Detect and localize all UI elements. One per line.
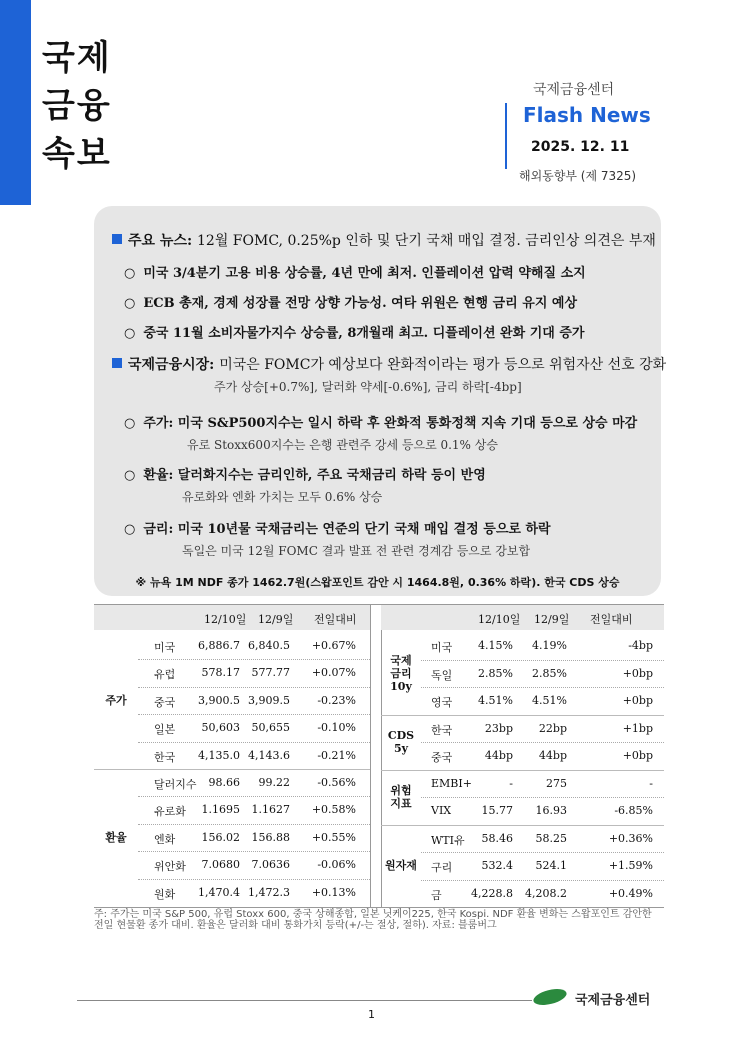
- stocks-summary: ○ 주가: 미국 S&P500지수는 일시 하락 후 완화적 통화정책 지속 기대 등으로 상승 마감: [124, 416, 638, 431]
- group-separator: [381, 715, 664, 716]
- row-separator: [421, 742, 664, 743]
- value-previous: 1,472.3: [248, 885, 290, 899]
- group-label: 주가: [105, 694, 127, 707]
- value-current: 4.51%: [478, 694, 513, 707]
- news-item: ○ 미국 3/4분기 고용 비용 상승률, 4년 만에 최저. 인플레이션 압력 약해질 소지: [124, 266, 586, 281]
- value-current: -: [509, 776, 513, 790]
- main-news: 주요 뉴스: 12월 FOMC, 0.25%p 인하 및 단기 국채 매입 결정. 금리인상 의견은 부재: [112, 230, 656, 250]
- value-change: +0bp: [622, 694, 653, 707]
- summary-box: [94, 206, 667, 596]
- group-label: [381, 632, 421, 715]
- row-name: 독일: [431, 668, 453, 682]
- value-previous: 4.19%: [532, 639, 567, 652]
- column-header: 전일대비: [590, 613, 633, 626]
- circle-bullet-icon: ○: [124, 326, 136, 341]
- value-previous: 22bp: [538, 721, 567, 735]
- group-separator: [381, 770, 664, 771]
- row-name: 한국: [431, 723, 453, 737]
- value-change: +0bp: [622, 666, 653, 680]
- circle-bullet-icon: ○: [124, 296, 136, 311]
- value-previous: 577.77: [251, 666, 290, 680]
- value-previous: 50,655: [251, 721, 290, 735]
- value-current: 7.0680: [201, 858, 240, 872]
- row-separator: [421, 687, 664, 688]
- value-current: 98.66: [208, 776, 240, 789]
- page-title: 국제 금융 속보: [42, 38, 112, 174]
- group-label-line: 5y: [393, 742, 409, 755]
- column-header: 12/9일: [258, 613, 294, 626]
- value-previous: 3,909.5: [248, 693, 290, 707]
- value-current: 23bp: [484, 721, 513, 735]
- value-current: 3,900.5: [198, 693, 240, 707]
- group-label: [381, 770, 421, 825]
- value-previous: 2.85%: [532, 666, 567, 680]
- market-table: [94, 604, 664, 908]
- value-change: -0.06%: [317, 858, 356, 872]
- value-current: 50,603: [201, 721, 240, 735]
- value-current: 156.02: [201, 830, 240, 844]
- group-label-line: CDS: [387, 729, 415, 742]
- value-previous: 4,143.6: [248, 748, 290, 762]
- group-label: [381, 715, 421, 770]
- row-separator: [138, 714, 370, 715]
- flash-news-label: Flash News: [523, 103, 651, 127]
- column-header: 12/10일: [478, 613, 521, 626]
- circle-bullet-icon: ○: [124, 468, 136, 483]
- accent-bar: [0, 0, 31, 205]
- value-current: 578.17: [201, 666, 240, 680]
- value-change: -6.85%: [614, 804, 653, 817]
- stocks-detail: 유로 Stoxx600지수는 은행 관련주 강세 등으로 0.1% 상승: [187, 438, 498, 452]
- row-name: 미국: [154, 641, 176, 654]
- value-previous: 4.51%: [532, 694, 567, 707]
- value-change: -4bp: [628, 639, 653, 652]
- news-item: ○ 중국 11월 소비자물가지수 상승률, 8개월래 최고. 디플레이션 완화 기대 증가: [124, 326, 585, 341]
- group-label: 환율: [105, 831, 127, 844]
- value-previous: 7.0636: [251, 858, 290, 872]
- value-current: 1.1695: [201, 803, 240, 817]
- rates-detail: 독일은 미국 12월 FOMC 결과 발표 전 관련 경계감 등으로 강보합: [182, 544, 531, 558]
- table-divider: [370, 605, 371, 907]
- row-separator: [138, 824, 370, 825]
- value-previous: 524.1: [535, 859, 567, 872]
- value-current: 44bp: [484, 749, 513, 762]
- news-item: ○ ECB 총재, 경제 성장률 전망 상향 가능성. 여타 위원은 현행 금리 유지 예상: [124, 296, 578, 311]
- group-label-line: 금리: [390, 666, 412, 680]
- value-change: -0.23%: [317, 693, 356, 707]
- row-name: 엔화: [154, 832, 176, 846]
- square-bullet-icon: [112, 234, 122, 244]
- value-current: 2.85%: [478, 666, 513, 680]
- group-label-line: 지표: [390, 797, 412, 810]
- value-change: -0.10%: [317, 721, 356, 735]
- row-separator: [138, 796, 370, 797]
- value-change: +0.36%: [608, 831, 653, 845]
- rates-summary: ○ 금리: 미국 10년물 국채금리는 연준의 단기 국채 매입 결정 등으로 하락: [124, 522, 551, 537]
- row-name: 달러지수: [154, 778, 197, 791]
- value-current: 1,470.4: [198, 885, 240, 899]
- logo-mark-icon: [532, 986, 568, 1008]
- circle-bullet-icon: ○: [124, 416, 136, 431]
- row-separator: [421, 880, 664, 881]
- market-detail: 주가 상승[+0.7%], 달러화 약세[-0.6%], 금리 하락[-4bp]: [214, 380, 522, 394]
- value-current: 4,228.8: [471, 886, 513, 900]
- value-change: +0.55%: [311, 830, 356, 844]
- value-previous: 6,840.5: [248, 639, 290, 652]
- row-name: 유로화: [154, 805, 186, 819]
- group-label-line: 위험: [390, 784, 412, 797]
- value-change: +0.67%: [311, 639, 356, 652]
- row-name: VIX: [431, 804, 452, 817]
- circle-bullet-icon: ○: [124, 266, 136, 281]
- group-separator: [381, 825, 664, 826]
- value-previous: 156.88: [251, 830, 290, 844]
- row-name: 영국: [431, 696, 453, 709]
- page-number: 1: [368, 1008, 375, 1021]
- row-separator: [138, 687, 370, 688]
- row-separator: [138, 851, 370, 852]
- footer-org: 국제금융센터: [575, 993, 651, 1008]
- row-separator: [138, 659, 370, 660]
- value-change: +1bp: [622, 721, 653, 735]
- value-change: +0.13%: [311, 885, 356, 899]
- value-previous: 275: [546, 776, 567, 790]
- group-label-line: 10y: [390, 679, 412, 693]
- row-separator: [138, 879, 370, 880]
- market-summary: 국제금융시장: 미국은 FOMC가 예상보다 완화적이라는 평가 등으로 위험자산 선호 강화: [112, 354, 666, 374]
- group-label: [381, 825, 421, 908]
- value-change: -: [649, 776, 653, 790]
- square-bullet-icon: [112, 358, 122, 368]
- value-previous: 99.22: [258, 776, 290, 789]
- report-date: 2025. 12. 11: [531, 139, 630, 155]
- group-label-line: 국제: [390, 653, 412, 667]
- row-name: 구리: [431, 861, 453, 874]
- value-previous: 1.1627: [251, 803, 290, 817]
- value-change: +0bp: [622, 749, 653, 762]
- value-previous: 44bp: [538, 749, 567, 762]
- value-current: 532.4: [481, 859, 513, 872]
- value-change: +0.49%: [608, 886, 653, 900]
- row-name: 위안화: [154, 860, 186, 874]
- header-divider: [505, 103, 507, 169]
- table-header-row: [381, 605, 664, 630]
- row-name: WTI유: [431, 833, 465, 847]
- row-name: 미국: [431, 641, 453, 654]
- value-current: 6,886.7: [198, 639, 240, 652]
- row-separator: [421, 852, 664, 853]
- row-name: 유럽: [154, 668, 176, 682]
- row-separator: [138, 742, 370, 743]
- value-change: -0.56%: [317, 776, 356, 789]
- value-change: +0.07%: [311, 666, 356, 680]
- row-name: 원화: [154, 887, 176, 901]
- row-name: 일본: [154, 723, 176, 737]
- footnote: 주: 주가는 미국 S&P 500, 유럽 Stoxx 600, 중국 상해종합, 일본 닛케이225, 한국 Kospi. NDF 환율 변화는 스왑포인트 감안한 전일 현물환 종가 대비. 환율은 달러화 대비 통화가치 등락(+/-는 절상, 절하). 자료: 블룸버그: [94, 909, 652, 931]
- value-change: +1.59%: [608, 859, 653, 872]
- value-change: -0.21%: [317, 748, 356, 762]
- column-header: 12/9일: [534, 613, 570, 626]
- value-current: 15.77: [481, 804, 513, 817]
- value-previous: 4,208.2: [525, 886, 567, 900]
- row-name: 중국: [154, 695, 176, 709]
- value-current: 4,135.0: [198, 748, 240, 762]
- value-previous: 16.93: [535, 804, 567, 817]
- group-label-line: 원자재: [385, 859, 417, 873]
- value-current: 58.46: [481, 831, 513, 845]
- row-name: 한국: [154, 750, 176, 764]
- value-change: +0.58%: [311, 803, 356, 817]
- center-name: 국제금융센터: [533, 82, 615, 98]
- fx-detail: 유로화와 엔화 가치는 모두 0.6% 상승: [182, 490, 383, 504]
- column-header: 12/10일: [204, 613, 247, 626]
- value-current: 4.15%: [478, 639, 513, 652]
- row-separator: [421, 660, 664, 661]
- table-header-row: [94, 605, 370, 630]
- row-name: EMBI+: [431, 776, 472, 790]
- circle-bullet-icon: ○: [124, 522, 136, 537]
- row-name: 금: [431, 888, 442, 902]
- footer-rule: [77, 1000, 532, 1001]
- row-separator: [421, 797, 664, 798]
- fx-summary: ○ 환율: 달러화지수는 금리인하, 주요 국채금리 하락 등이 반영: [124, 468, 486, 483]
- row-name: 중국: [431, 751, 453, 764]
- ndf-note: ※ 뉴욕 1M NDF 종가 1462.7원(스왑포인트 감안 시 1464.8원, 0.36% 하락). 한국 CDS 상승: [135, 576, 620, 589]
- column-header: 전일대비: [314, 613, 357, 626]
- value-previous: 58.25: [535, 831, 567, 845]
- department: 해외동향부 (제 7325): [519, 169, 637, 183]
